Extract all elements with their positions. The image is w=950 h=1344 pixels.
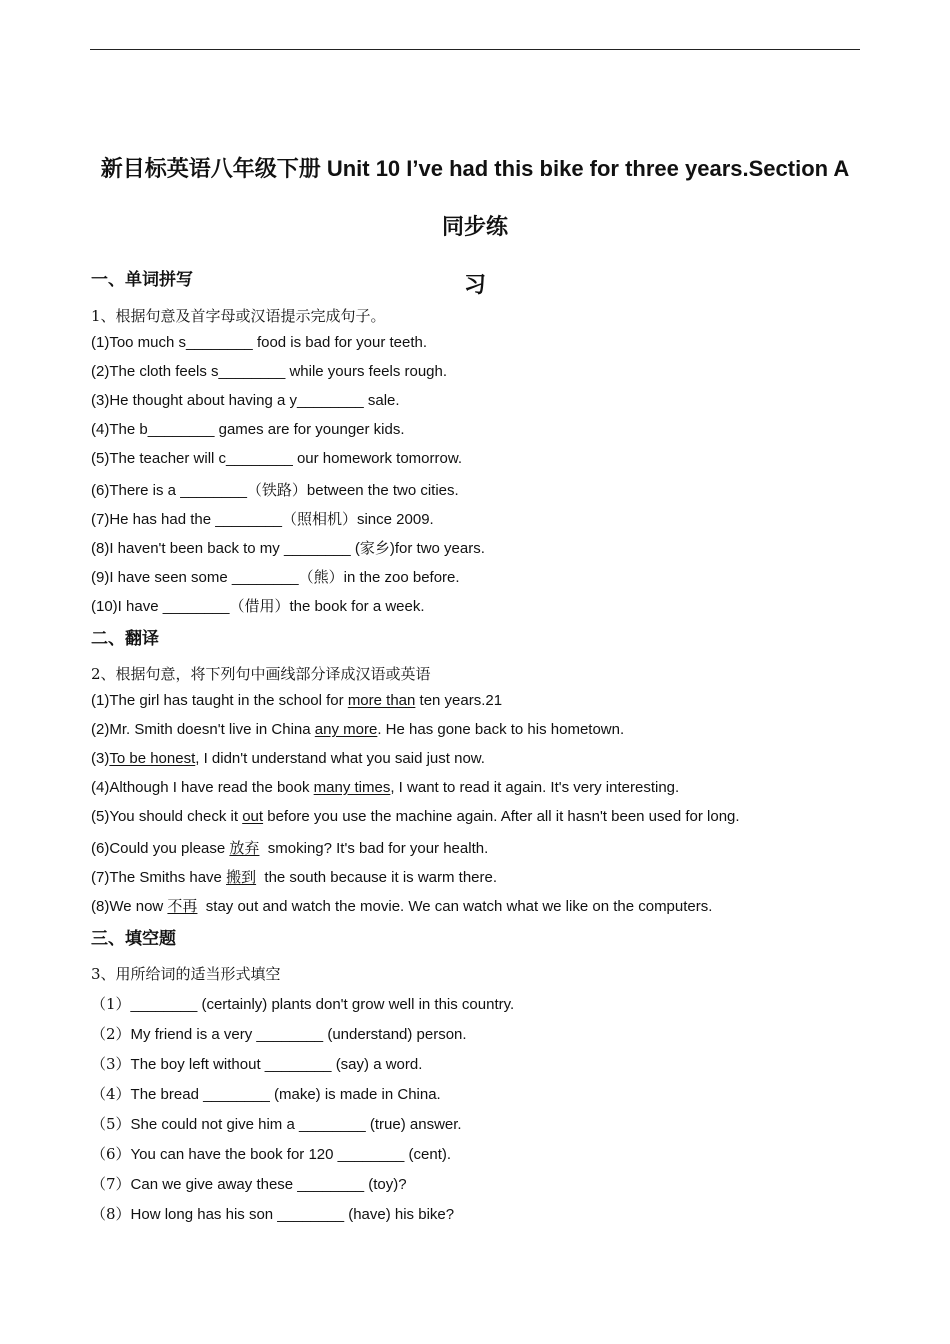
- section2-item: (1)The girl has taught in the school for more than ten years.21: [91, 692, 503, 709]
- item-number: （5）: [91, 1115, 131, 1133]
- section1-heading: 一、单词拼写: [91, 270, 193, 289]
- section3-item: （1）________ (certainly) plants don't grow well in this country.: [91, 995, 515, 1013]
- item-number: （2）: [91, 1025, 131, 1043]
- header-rule: [90, 49, 860, 50]
- underlined-phrase: any more: [314, 721, 378, 738]
- section1-item: (6)There is a ________（铁路）between the two cities.: [91, 482, 459, 499]
- section2-item: (2)Mr. Smith doesn't live in China any more. He has gone back to his hometown.: [91, 721, 625, 738]
- section1-item: (8)I haven't been back to my ________ (家乡)for two years.: [91, 540, 485, 557]
- section1-item: (10)I have ________（借用）the book for a week.: [91, 598, 425, 615]
- item-number: （1）: [91, 995, 131, 1013]
- section2-item: (8)We now 不再 stay out and watch the movie. We can watch what we like on the computers.: [91, 897, 713, 915]
- section3-item: （6）You can have the book for 120 ________ (cent).: [91, 1145, 452, 1163]
- item-number: （6）: [91, 1145, 131, 1163]
- section1-item: (4)The b________ games are for younger kids.: [91, 421, 405, 438]
- underlined-phrase: To be honest: [109, 750, 196, 767]
- section2-item: (3)To be honest, I didn't understand what you said just now.: [91, 750, 485, 767]
- section1-item: (9)I have seen some ________（熊）in the zoo before.: [91, 569, 460, 586]
- document-title: [90, 140, 860, 314]
- section3-heading: 三、填空题: [91, 929, 176, 948]
- section3-item: （4）The bread ________ (make) is made in China.: [91, 1085, 441, 1103]
- item-number: （7）: [91, 1175, 131, 1193]
- section1-item: (5)The teacher will c________ our homework tomorrow.: [91, 450, 463, 467]
- section2-instruction: 2、根据句意，将下列句中画线部分译成汉语或英语: [91, 665, 431, 683]
- section1-item: (1)Too much s________ food is bad for your teeth.: [91, 334, 428, 351]
- section2-heading: 二、翻译: [91, 629, 159, 648]
- section3-item: （3）The boy left without ________ (say) a word.: [91, 1055, 423, 1073]
- section3-item: （7）Can we give away these ________ (toy)?: [91, 1175, 407, 1193]
- section1-instruction: 1、根据句意及首字母或汉语提示完成句子。: [91, 307, 386, 325]
- section2-item: (7)The Smiths have 搬到 the south because it is warm there.: [91, 868, 498, 886]
- item-number: （8）: [91, 1205, 131, 1223]
- section1-item: (2)The cloth feels s________ while yours feels rough.: [91, 363, 448, 380]
- item-number: （3）: [91, 1055, 131, 1073]
- underlined-phrase: more than: [347, 692, 416, 709]
- section3-instruction: 3、用所给词的适当形式填空: [91, 965, 281, 983]
- section2-item: (5)You should check it out before you use the machine again. After all it hasn't been used for long.: [91, 808, 740, 825]
- underlined-phrase: many times: [313, 779, 391, 796]
- title-line-2: 习: [463, 272, 486, 297]
- underlined-phrase: 搬到: [226, 868, 257, 886]
- underlined-phrase: 不再: [167, 897, 198, 915]
- section3-item: （2）My friend is a very ________ (understand) person.: [91, 1025, 467, 1043]
- section2-item: (4)Although I have read the book many times, I want to read it again. It's very interesting.: [91, 779, 680, 796]
- section1-item: (7)He has had the ________（照相机）since 2009.: [91, 511, 434, 528]
- section1-item: (3)He thought about having a y________ sale.: [91, 392, 400, 409]
- underlined-phrase: out: [242, 808, 264, 825]
- section3-item: （8）How long has his son ________ (have) his bike?: [91, 1205, 455, 1223]
- title-line-1: 新目标英语八年级下册 Unit 10 I’ve had this bike for three years.Section A 同步练: [100, 156, 850, 239]
- section2-item: (6)Could you please 放弃 smoking? It's bad for your health.: [91, 839, 489, 857]
- section3-item: （5）She could not give him a ________ (true) answer.: [91, 1115, 462, 1133]
- underlined-phrase: 放弃: [229, 839, 260, 857]
- item-number: （4）: [91, 1085, 131, 1103]
